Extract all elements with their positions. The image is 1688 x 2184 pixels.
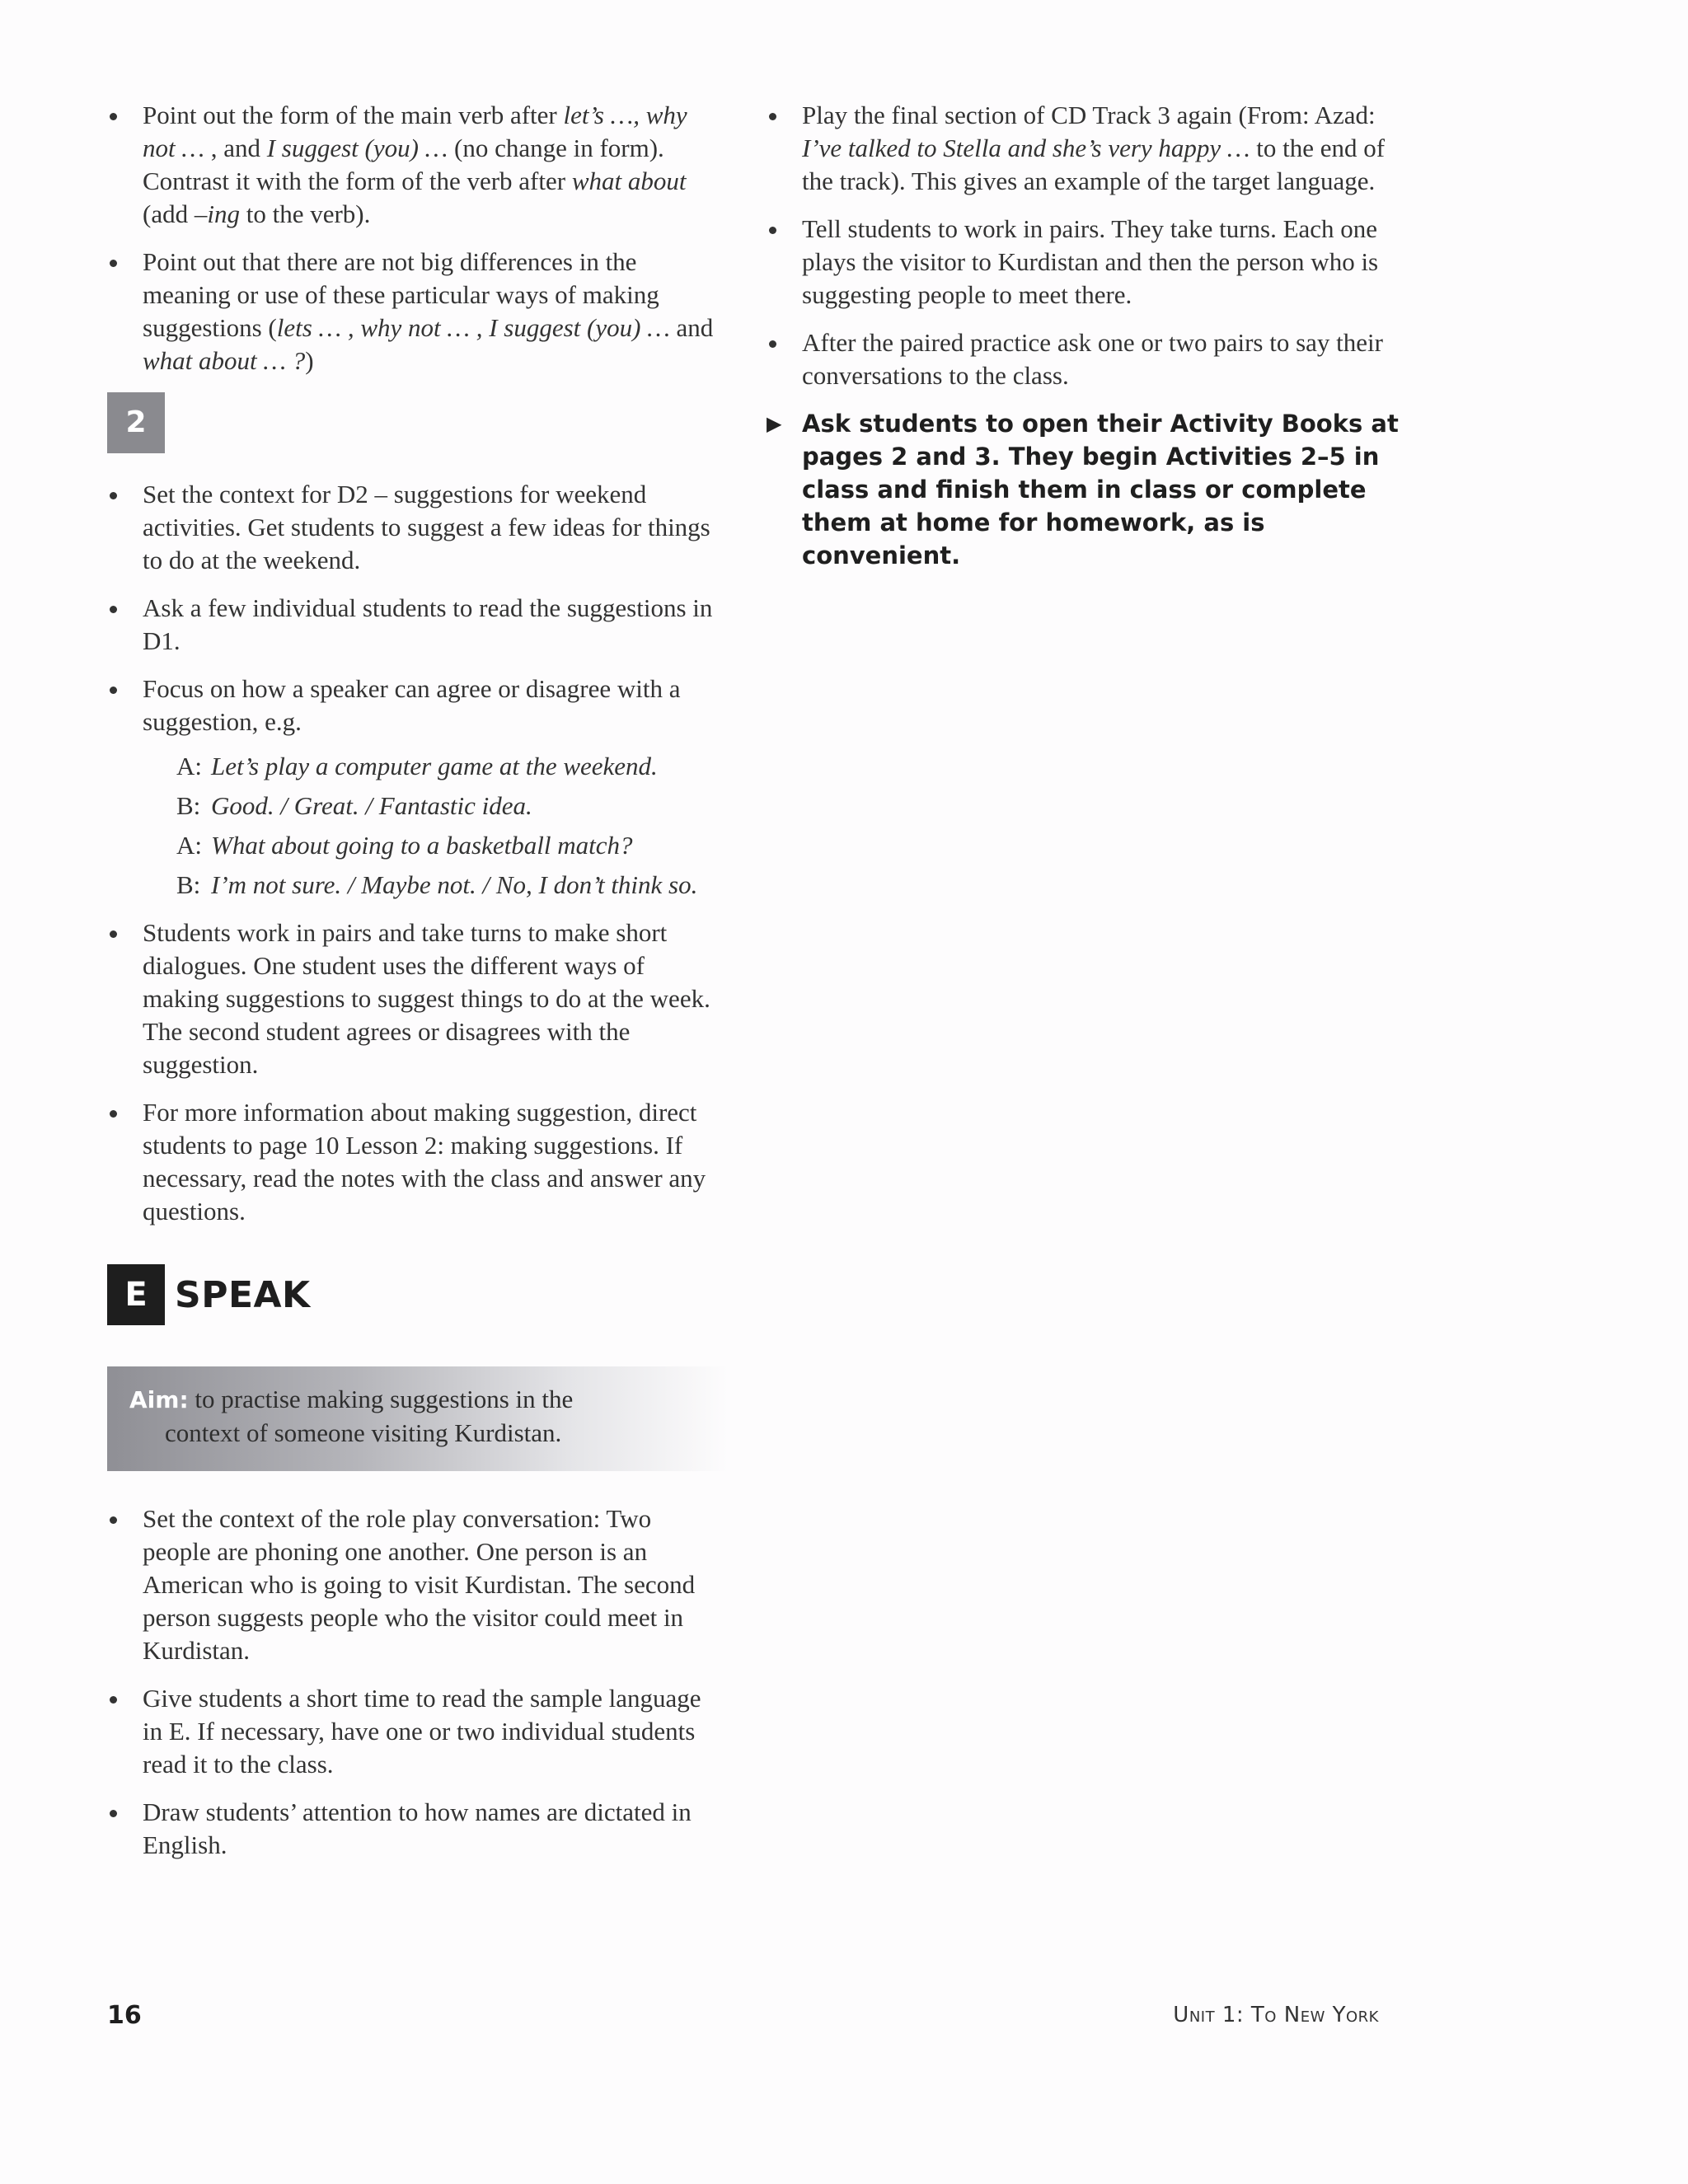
speak-bullet-list — [107, 1502, 721, 1862]
dialogue-text: What about going to a basketball match? — [211, 831, 633, 860]
text-run: Point out the form of the main verb after — [143, 101, 564, 129]
bullet-item — [767, 326, 1401, 392]
section-heading — [107, 1264, 721, 1325]
text-run: ) — [305, 346, 314, 375]
dialogue-text: Let’s play a computer game at the weekend. — [211, 752, 658, 780]
bullet-item — [767, 213, 1401, 312]
text-run: and — [669, 313, 714, 342]
text-run: to the end of the track). This gives an example of the target language. — [802, 134, 1386, 195]
page-number: 16 — [107, 2001, 142, 2030]
right-column — [767, 99, 1401, 587]
bullet-item — [107, 99, 721, 231]
aim-text-line-2: context of someone visiting Kurdistan. — [165, 1418, 562, 1447]
bullet-item: Set the context for D2 – suggestions for weekend activities. Get students to suggest a few ideas for things to do at the weekend. — [107, 478, 721, 577]
intro-bullet-list — [107, 99, 721, 377]
italic-run: I’ve talked to Stella and she’s very happy … — [802, 134, 1250, 162]
section-letter-box: E — [107, 1264, 165, 1325]
bullet-item: For more information about making suggestion, direct students to page 10 Lesson 2: making suggestions. If necessary, read the notes with the class and answer any questions. — [107, 1096, 721, 1228]
d2-bullet-list-continued — [107, 916, 721, 1228]
bullet-item: Draw students’ attention to how names are dictated in English. — [107, 1796, 721, 1862]
exercise-number-box: 2 — [107, 392, 165, 453]
text-run: (no change in form). Contrast it with the form of the verb after — [143, 134, 664, 195]
dialogue-speaker: B: — [176, 791, 201, 820]
italic-run: what about — [571, 166, 687, 195]
text-run: Tell students to work in pairs. They take turns. Each one plays the visitor to Kurdistan and then the person who is suggesting people to meet there. — [802, 214, 1379, 309]
dialogue-text: Good. / Great. / Fantastic idea. — [211, 791, 532, 820]
dialogue-line — [176, 747, 721, 786]
bullet-item — [107, 246, 721, 377]
text-run: Play the final section of CD Track 3 again (From: Azad: — [802, 101, 1376, 129]
aim-label: Aim: — [129, 1386, 189, 1413]
dialogue-line — [176, 865, 721, 905]
bullet-item: Focus on how a speaker can agree or disagree with a suggestion, e.g. — [107, 673, 721, 738]
left-column — [107, 99, 721, 1877]
text-run: Point out that there are not big differences in the meaning or use of these particular ways of making suggestions ( — [143, 247, 659, 342]
text-run: to the verb). — [239, 199, 371, 228]
italic-run: let’s …, — [563, 101, 640, 129]
italic-run: –ing — [194, 199, 240, 228]
d2-bullet-list — [107, 478, 721, 738]
example-dialogue — [176, 747, 721, 905]
dialogue-speaker: A: — [176, 831, 202, 860]
bullet-item: Ask a few individual students to read the suggestions in D1. — [107, 592, 721, 658]
text-run: After the paired practice ask one or two pairs to say their conversations to the class. — [802, 328, 1383, 390]
dialogue-line — [176, 786, 721, 826]
activity-book-note: ▶ Ask students to open their Activity Books at pages 2 and 3. They begin Activities 2–5 in class and finish them in class or complete them at home for homework, as is convenient. — [767, 407, 1401, 572]
aim-text-line-1: to practise making suggestions in the — [188, 1385, 574, 1413]
text-run: (add — [143, 199, 195, 228]
italic-run: what about … ? — [143, 346, 306, 375]
section-title: SPEAK — [175, 1273, 311, 1316]
bullet-item: Students work in pairs and take turns to make short dialogues. One student uses the different ways of making suggestions to suggest things to do at the week. The second student agrees or disagrees with the suggestion. — [107, 916, 721, 1081]
dialogue-speaker: B: — [176, 870, 201, 899]
dialogue-line — [176, 826, 721, 865]
bullet-item: Give students a short time to read the sample language in E. If necessary, have one or two individual students read it to the class. — [107, 1682, 721, 1781]
text-run: , and — [204, 134, 267, 162]
right-bullet-list — [767, 99, 1401, 572]
running-footer-unit: Unit 1: To New York — [1173, 2003, 1379, 2027]
dialogue-text: I’m not sure. / Maybe not. / No, I don’t think so. — [211, 870, 698, 899]
italic-run: lets … , why not … , I suggest (you) … — [276, 313, 670, 342]
bullet-item: Set the context of the role play conversation: Two people are phoning one another. One person is an American who is going to visit Kurdistan. The second person suggests people who the visitor could meet in Kurdistan. — [107, 1502, 721, 1667]
aim-box — [107, 1366, 729, 1471]
bullet-item — [767, 99, 1401, 198]
italic-run: why not … — [143, 101, 687, 162]
italic-run: I suggest (you) … — [266, 134, 448, 162]
text-run — [640, 101, 646, 129]
dialogue-speaker: A: — [176, 752, 202, 780]
